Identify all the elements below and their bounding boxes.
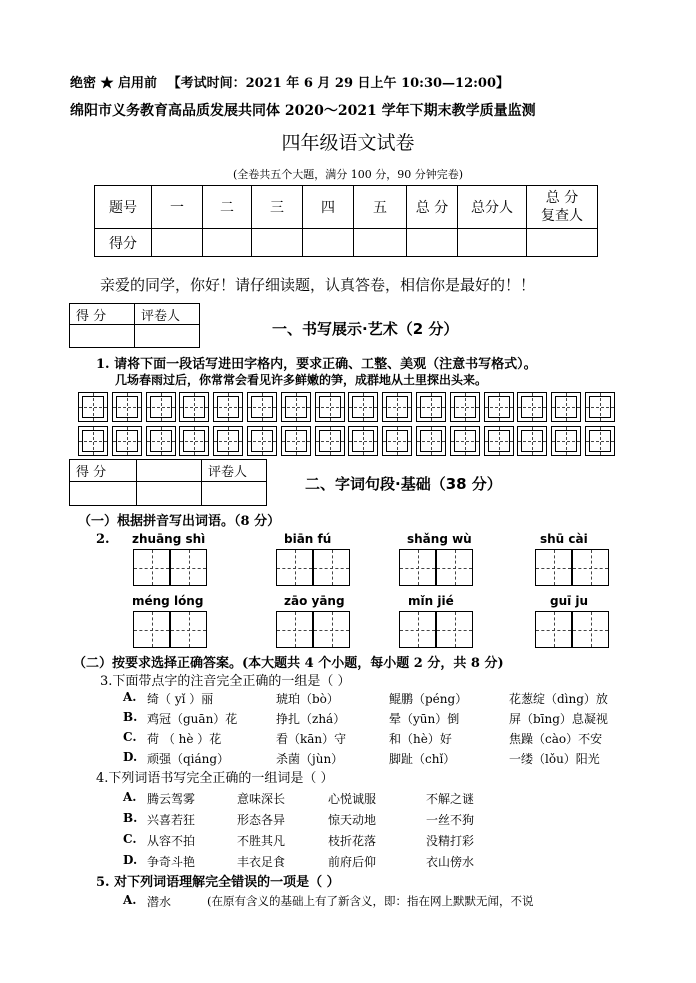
- score-header-cell: 一: [152, 186, 203, 229]
- q3-option-text: 脚趾（chǐ）: [389, 752, 456, 766]
- section2-score-box: [69, 459, 267, 506]
- writing-grid-cell[interactable]: [315, 392, 345, 422]
- score-header-cell: 五: [354, 186, 407, 229]
- q3-option-text: 屏（bīng）息凝视: [509, 712, 608, 726]
- score-header-cell: 总 分: [407, 186, 458, 229]
- writing-grid-cell[interactable]: [247, 392, 277, 422]
- q3-option-text: 荷 （ hè ）花: [147, 732, 222, 746]
- writing-grid-cell[interactable]: [517, 426, 547, 456]
- writing-grid-cell[interactable]: [484, 392, 514, 422]
- pinyin-answer-cell[interactable]: [170, 549, 207, 586]
- section1-title: 一、书写展示·艺术（2 分）: [272, 320, 459, 338]
- q4-option-text: 衣山傍水: [426, 855, 475, 869]
- writing-grid-cell[interactable]: [247, 426, 277, 456]
- score-box-label: 得 分: [70, 304, 135, 325]
- writing-grid-cell[interactable]: [78, 426, 108, 456]
- q4-option-text: 争奇斗艳: [147, 855, 196, 869]
- q5-option-text: (在原有含义的基础上有了新含义，即：指在网上默默无闻，不说: [207, 894, 534, 908]
- q4-option-text: 没精打彩: [426, 834, 475, 848]
- q4-option-text: 腾云驾雾: [147, 792, 196, 806]
- question-1: 1. 请将下面一段话写进田字格内，要求正确、工整、美观（注意书写格式）。: [96, 357, 537, 372]
- q4-option-text: 枝折花落: [328, 834, 377, 848]
- writing-grid-cell[interactable]: [517, 392, 547, 422]
- score-header-cell: 总分人: [458, 186, 527, 229]
- q3-option-text: 看（kān）守: [276, 732, 347, 746]
- part1-heading: （一）根据拼音写出词语。（8 分）: [78, 514, 281, 529]
- q4-option-text: 从容不拍: [147, 834, 196, 848]
- score-input-cell[interactable]: [458, 229, 527, 257]
- pinyin-label: shū cài: [540, 532, 588, 546]
- grader-box-label: 评卷人: [135, 304, 200, 325]
- score-box-input[interactable]: [70, 482, 137, 506]
- writing-grid-cell[interactable]: [484, 426, 514, 456]
- pinyin-answer-cell[interactable]: [535, 549, 572, 586]
- pinyin-answer-cell[interactable]: [313, 611, 350, 648]
- paper-title: 四年级语文试卷: [281, 132, 415, 154]
- score-row-label: 得分: [95, 229, 152, 257]
- q4-option-text: 兴喜若狂: [147, 813, 196, 827]
- q3-option-text: 琥珀（bò）: [276, 692, 339, 706]
- grader-box-input[interactable]: [135, 325, 200, 348]
- writing-grid-cell[interactable]: [112, 392, 142, 422]
- q3-option-text: 鸡冠（guān）花: [147, 712, 238, 726]
- question-3: 3.下面带点字的注音完全正确的一组是（ ）: [100, 674, 351, 689]
- pinyin-answer-cell[interactable]: [133, 549, 170, 586]
- score-input-cell[interactable]: [303, 229, 354, 257]
- pinyin-answer-cell[interactable]: [313, 549, 350, 586]
- q3-option-text: 花葱绽（dìng）放: [509, 692, 608, 706]
- writing-grid-cell[interactable]: [146, 392, 176, 422]
- writing-grid-cell[interactable]: [315, 426, 345, 456]
- confidential-label: 绝密 ★ 启用前: [70, 76, 158, 91]
- writing-grid-cell[interactable]: [78, 392, 108, 422]
- writing-grid-cell[interactable]: [281, 426, 311, 456]
- q4-option-text: 不胜其凡: [237, 834, 286, 848]
- q3-option-text: 杀菌（jùn）: [276, 752, 344, 766]
- q4-option-letter[interactable]: D.: [123, 853, 138, 867]
- writing-grid-cell[interactable]: [416, 426, 446, 456]
- question-4: 4.下列词语书写完全正确的一组词是（ ）: [96, 771, 334, 786]
- pinyin-answer-cell[interactable]: [572, 611, 609, 648]
- section1-score-box: [69, 303, 200, 348]
- q4-option-text: 一丝不狗: [426, 813, 475, 827]
- score-header-cell: 二: [203, 186, 252, 229]
- pinyin-answer-cell[interactable]: [170, 611, 207, 648]
- q3-option-letter[interactable]: D.: [123, 750, 138, 764]
- grader-box-input[interactable]: [202, 482, 267, 506]
- exam-time: 【考试时间：2021 年 6 月 29 日上午 10:30—12:00】: [167, 76, 510, 91]
- q3-option-text: 顽强（qiáng）: [147, 752, 230, 766]
- q3-option-text: 一缕（lǒu）阳光: [509, 752, 600, 766]
- pinyin-answer-cell[interactable]: [399, 549, 436, 586]
- writing-grid-cell[interactable]: [348, 426, 378, 456]
- writing-grid-cell[interactable]: [348, 392, 378, 422]
- pinyin-label: mǐn jié: [408, 594, 454, 608]
- writing-grid-cell[interactable]: [551, 426, 581, 456]
- q3-option-text: 鲲鹏（péng）: [389, 692, 468, 706]
- pinyin-answer-cell[interactable]: [276, 611, 313, 648]
- pinyin-label: zāo yāng: [284, 594, 345, 608]
- org-title: 绵阳市义务教育高品质发展共同体 2020～2021 学年下期末教学质量监测: [70, 103, 536, 119]
- score-input-cell[interactable]: [252, 229, 303, 257]
- pinyin-answer-cell[interactable]: [535, 611, 572, 648]
- writing-grid-cell[interactable]: [179, 426, 209, 456]
- score-header-cell: 三: [252, 186, 303, 229]
- writing-grid-cell[interactable]: [281, 392, 311, 422]
- q3-option-text: 和（hè）好: [389, 732, 452, 746]
- writing-grid-cell[interactable]: [450, 426, 480, 456]
- pinyin-answer-cell[interactable]: [436, 549, 473, 586]
- pinyin-answer-cell[interactable]: [399, 611, 436, 648]
- q3-option-text: 焦躁（cào）不安: [509, 732, 603, 746]
- part2-heading: （二）按要求选择正确答案。(本大题共 4 个小题，每小题 2 分，共 8 分): [73, 656, 504, 671]
- score-header-cell: 四: [303, 186, 354, 229]
- score-table: [94, 185, 598, 257]
- greeting: 亲爱的同学，你好！请仔细读题，认真答卷，相信你是最好的！！: [100, 276, 536, 294]
- writing-grid-cell[interactable]: [112, 426, 142, 456]
- q4-option-text: 前府后仰: [328, 855, 377, 869]
- pinyin-label: shǎng wù: [407, 532, 472, 546]
- score-input-cell[interactable]: [527, 229, 598, 257]
- q3-option-text: 晕（yūn）倒: [389, 712, 460, 726]
- question-2-number: 2.: [96, 532, 110, 547]
- score-input-cell[interactable]: [407, 229, 458, 257]
- q4-option-text: 不解之谜: [426, 792, 475, 806]
- pinyin-answer-cell[interactable]: [133, 611, 170, 648]
- score-input-cell[interactable]: [354, 229, 407, 257]
- writing-grid-cell[interactable]: [551, 392, 581, 422]
- writing-grid-cell[interactable]: [146, 426, 176, 456]
- q4-option-text: 形态各异: [237, 813, 286, 827]
- score-box-input[interactable]: [70, 325, 135, 348]
- section2-title: 二、字词句段·基础（38 分）: [305, 475, 502, 493]
- pinyin-answer-cell[interactable]: [572, 549, 609, 586]
- score-header-cell: 题号: [95, 186, 152, 229]
- writing-grid-cell[interactable]: [213, 392, 243, 422]
- q4-option-text: 心悦诚服: [328, 792, 377, 806]
- writing-grid-cell[interactable]: [450, 392, 480, 422]
- pinyin-label: méng lóng: [132, 594, 204, 608]
- score-input-cell[interactable]: [203, 229, 252, 257]
- pinyin-label: biān fú: [284, 532, 332, 546]
- question-5: 5. 对下列词语理解完全错误的一项是（ ）: [96, 875, 340, 890]
- score-box-input[interactable]: [137, 460, 202, 482]
- writing-grid-cell[interactable]: [585, 426, 615, 456]
- pinyin-label: guī ju: [550, 594, 589, 608]
- q4-option-text: 意味深长: [237, 792, 286, 806]
- grader-box-label: 评卷人: [202, 460, 267, 482]
- pinyin-label: zhuāng shì: [132, 532, 206, 546]
- q4-option-text: 惊天动地: [328, 813, 377, 827]
- q3-option-letter[interactable]: A.: [123, 690, 137, 704]
- writing-grid-cell[interactable]: [585, 392, 615, 422]
- pinyin-answer-cell[interactable]: [276, 549, 313, 586]
- writing-grid-cell[interactable]: [179, 392, 209, 422]
- pinyin-answer-cell[interactable]: [436, 611, 473, 648]
- score-header-cell: 总 分 复查人: [527, 186, 598, 229]
- q4-option-text: 丰衣足食: [237, 855, 286, 869]
- q3-option-letter[interactable]: C.: [123, 730, 137, 744]
- q4-option-letter[interactable]: C.: [123, 832, 137, 846]
- q3-option-text: 绮（ yǐ ）丽: [147, 692, 214, 706]
- q4-option-letter[interactable]: A.: [123, 790, 137, 804]
- writing-grid-cell[interactable]: [213, 426, 243, 456]
- q5-option-word: 潜水: [147, 895, 172, 909]
- score-input-cell[interactable]: [152, 229, 203, 257]
- writing-grid-cell[interactable]: [416, 392, 446, 422]
- score-box-label: 得 分: [70, 460, 137, 482]
- passage: 几场春雨过后，你常常会看见许多鲜嫩的笋，成群地从土里探出头来。: [115, 373, 488, 387]
- score-box-input[interactable]: [137, 482, 202, 506]
- q4-option-letter[interactable]: B.: [123, 811, 138, 825]
- paper-note: (全卷共五个大题，满分 100 分，90 分钟完卷): [232, 168, 464, 181]
- q5-option-letter[interactable]: A.: [123, 893, 137, 907]
- writing-grid-cell[interactable]: [382, 392, 412, 422]
- q3-option-text: 挣扎（zhá）: [276, 712, 346, 726]
- q3-option-letter[interactable]: B.: [123, 710, 138, 724]
- writing-grid-cell[interactable]: [382, 426, 412, 456]
